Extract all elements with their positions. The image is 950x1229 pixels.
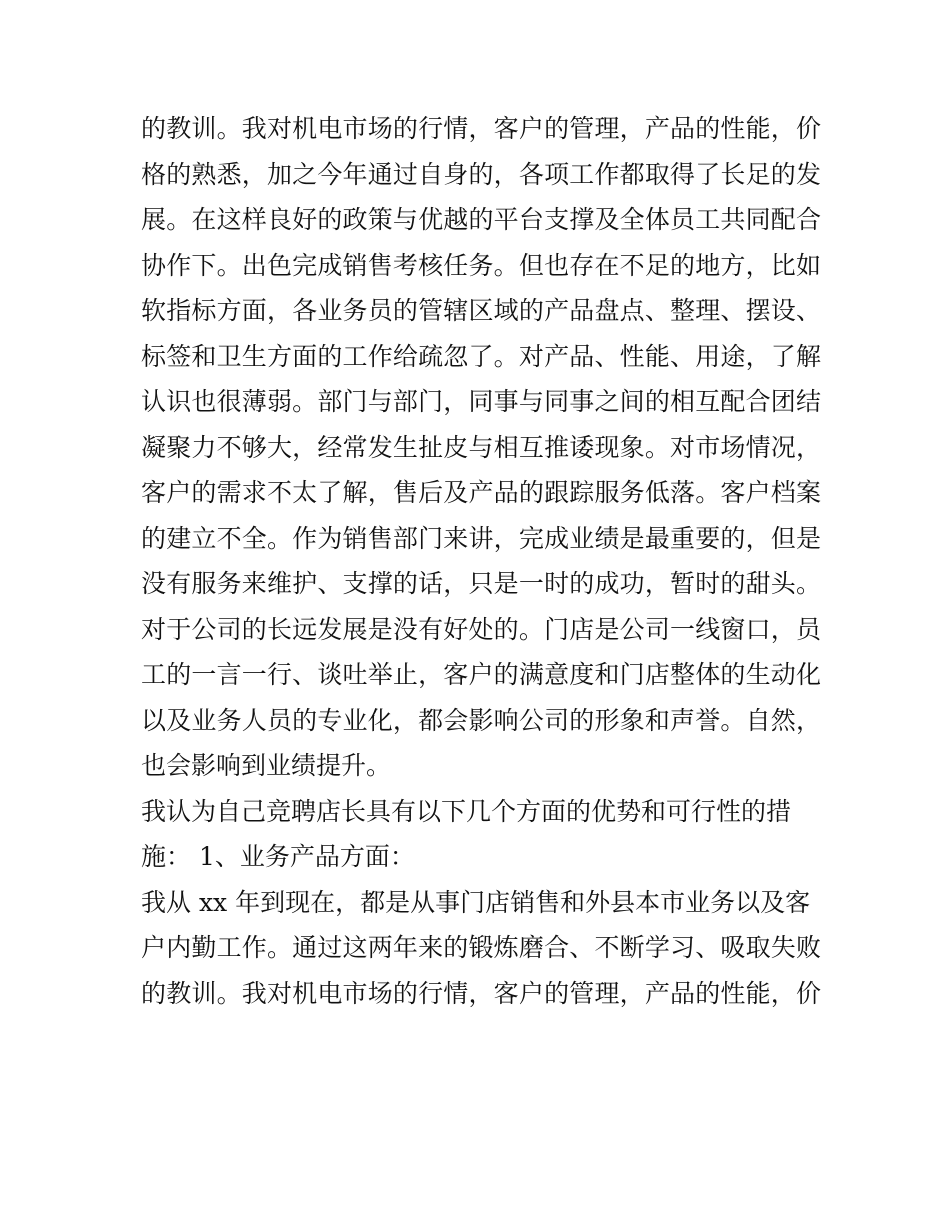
text-line: 户内勤工作。通过这两年来的锻炼磨合、不断学习、吸取失败 [141,933,821,962]
text-line: 展。在这样良好的政策与优越的平台支撑及全体员工共同配合 [141,205,821,234]
text-line: 我认为自己竞聘店长具有以下几个方面的优势和可行性的措 [141,796,792,826]
text-line: 软指标方面，各业务员的管辖区域的产品盘点、整理、摆设、 [141,296,821,325]
text-line: 的教训。我对机电市场的行情，客户的管理，产品的性能，价 [141,978,821,1008]
text-line: 对于公司的长远发展是没有好处的。门店是公司一线窗口，员 [141,614,821,644]
text-line: 协作下。出色完成销售考核任务。但也存在不足的地方，比如 [141,250,821,280]
text-line: 也会影响到业绩提升。 [141,751,392,780]
text-line: 认识也很薄弱。部门与部门，同事与同事之间的相互配合团结 [141,387,821,416]
text-line: 我从 xx 年到现在，都是从事门店销售和外县本市业务以及客 [141,887,811,917]
text-line: 施： 1、业务产品方面： [141,842,415,871]
text-line: 客户的需求不太了解，售后及产品的跟踪服务低落。客户档案 [141,478,821,507]
text-line: 格的熟悉，加之今年通过自身的，各项工作都取得了长足的发 [141,159,821,189]
text-line: 没有服务来维护、支撑的话，只是一时的成功，暂时的甜头。 [141,569,821,598]
text-line: 标签和卫生方面的工作给疏忽了。对产品、性能、用途，了解 [141,341,821,371]
text-line: 凝聚力不够大，经常发生扯皮与相互推诿现象。对市场情况， [141,432,821,462]
text-line: 的教训。我对机电市场的行情，客户的管理，产品的性能，价 [141,114,821,143]
text-line: 工的一言一行、谈吐举止，客户的满意度和门店整体的生动化 [141,660,821,689]
text-line: 的建立不全。作为销售部门来讲，完成业绩是最重要的，但是 [141,523,821,553]
text-line: 以及业务人员的专业化，都会影响公司的形象和声誉。自然， [141,705,821,735]
body-text [141,106,821,1016]
